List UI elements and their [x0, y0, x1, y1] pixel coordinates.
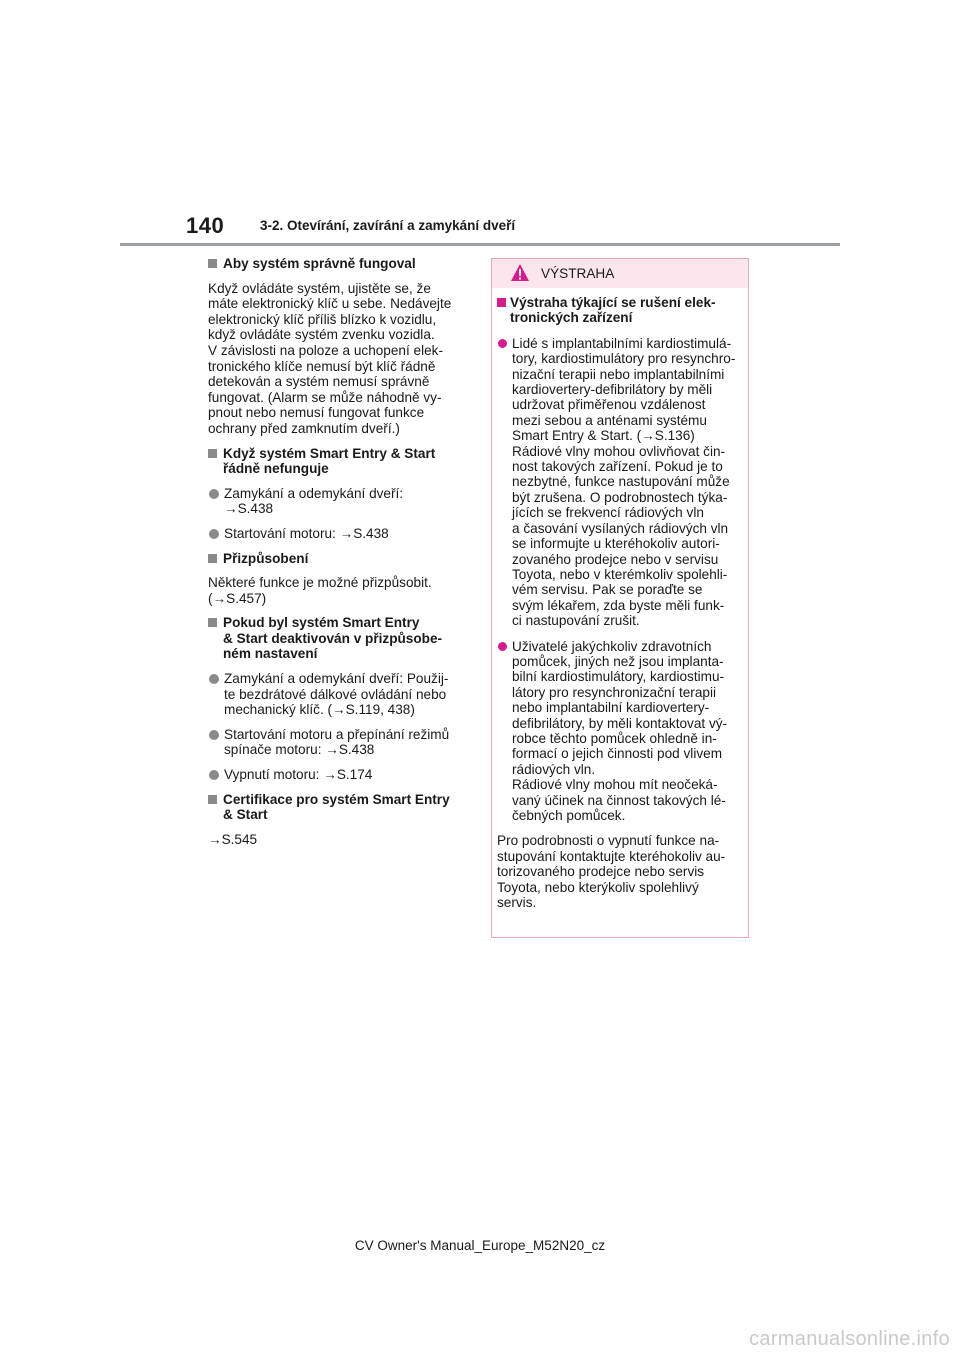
warning-heading: Výstraha týkající se rušení elek- tronických zařízení: [497, 295, 741, 326]
paragraph-certification: →S.545: [208, 831, 258, 847]
section-title: 3-2. Otevírání, zavírání a zamykání dveří: [260, 218, 516, 233]
bullet-dot: [209, 770, 219, 780]
heading-proper-operation: Aby systém správně fungoval: [208, 256, 468, 272]
bullet-dot: [209, 529, 219, 539]
warning-bullet-dot: [498, 339, 507, 348]
bullet-text: Zamykání a odemykání dveří: →S.438: [224, 485, 404, 517]
bullet-text: Zamykání a odemykání dveří: Použij- te bezdrátové dálkové ovládání nebo mechanický klíč. (→S.119, 438): [224, 671, 449, 718]
warning-bullet-dot: [498, 642, 507, 651]
page-number: 140: [186, 213, 225, 238]
warning-body: [497, 295, 741, 910]
footer-manual-id: CV Owner's Manual_Europe_M52N20_cz: [354, 1238, 606, 1253]
paragraph-proper-operation: Když ovládáte systém, ujistěte se, že máte elektronický klíč u sebe. Nedávejte elektronický klíč příliš blízko k vozidlu, když ovládáte systém zvenku vozidla. V závislosti na poloze a uchopení elek- tronického klíče nemusí být klíč řádně detekován a systém nemusí správně fungovat. (Alarm se může náhodně vy- pnout nebo nemusí fungovat funkce ochrany před zamknutím dveří.): [208, 280, 452, 436]
warning-paragraph: Pro podrobnosti o vypnutí funkce na- stupování kontaktujte kteréhokoliv au- torizovaného prodejce nebo servis Toyota, nebo kterýkoliv spolehlivý servis.: [497, 833, 726, 911]
warning-bullet-text: Lidé s implantabilními kardiostimulá- tory, kardiostimulátory pro resynchro- nizační terapii nebo implantabilními kardiovertery-defibrilátory by měli udržovat přiměřenou vzdálenost mezi sebou a anténami systému Smart Entry & Start. (→S.136) Rádiové vlny mohou ovlivňovat čin- nost takových zařízení. Pokud je to nezbytné, funkce nastupování může být zrušena. O podrobnostech týka- jících se frekvencí rádiových vln a časování vysílaných rádiových vln se informujte u kteréhokoliv autori- zovaného prodejce nebo v servisu Toyota, nebo v kterémkoliv spolehli- vém servisu. Pak se poraďte se svým lékařem, zda byste měli funk- ci nastupování zrušit.: [512, 335, 736, 629]
warning-box: [491, 258, 749, 938]
warning-bullet-implants: [497, 336, 741, 629]
warning-title: VÝSTRAHA: [541, 266, 615, 281]
bullet-text: Startování motoru a přepínání režimů spínače motoru: →S.438: [224, 726, 450, 758]
bullet-dot: [209, 730, 219, 740]
bullet-lock-unlock: [208, 486, 468, 517]
bullet-text: Vypnutí motoru: →S.174: [224, 767, 373, 783]
warning-bullet-medical-devices: [497, 639, 741, 824]
paragraph-customization: Některé funkce je možné přizpůsobit. (→S.457): [208, 575, 432, 606]
bullet-dot: [209, 489, 219, 499]
header-rule: [120, 243, 840, 246]
bullet-lock-unlock-deactivated: [208, 671, 468, 718]
bullet-engine-stop: [208, 767, 468, 783]
warning-header: [492, 259, 748, 288]
bullet-engine-start: [208, 526, 468, 542]
watermark: carmanualsonline.info: [749, 1328, 950, 1350]
heading-certification: Certifikace pro systém Smart Entry & Start: [208, 792, 468, 823]
left-column: [208, 256, 468, 856]
bullet-text: Startování motoru: →S.438: [224, 525, 389, 541]
warning-bullet-text: Uživatelé jakýchkoliv zdravotních pomůcek, jiných než jsou implanta- bilní kardiostimulátory, kardiostimu- látory pro resynchronizační terapii nebo implantabilní kardiovertery- defibrilátory, by měli kontaktovat vý- robce těchto pomůcek ohledně in- formací o jejich činnosti pod vlivem rádiových vln. Rádiové vlny mohou mít neočeká- vaný účinek na činnost takových lé- čebných pomůcek.: [512, 638, 728, 823]
warning-triangle-icon: [510, 263, 530, 283]
heading-customization: Přizpůsobení: [208, 551, 468, 567]
bullet-engine-mode: [208, 727, 468, 758]
heading-deactivated: Pokud byl systém Smart Entry & Start deaktivován v přizpůsobe- ném nastavení: [208, 615, 468, 662]
heading-malfunction: Když systém Smart Entry & Start řádně nefunguje: [208, 446, 468, 477]
bullet-dot: [209, 674, 219, 684]
